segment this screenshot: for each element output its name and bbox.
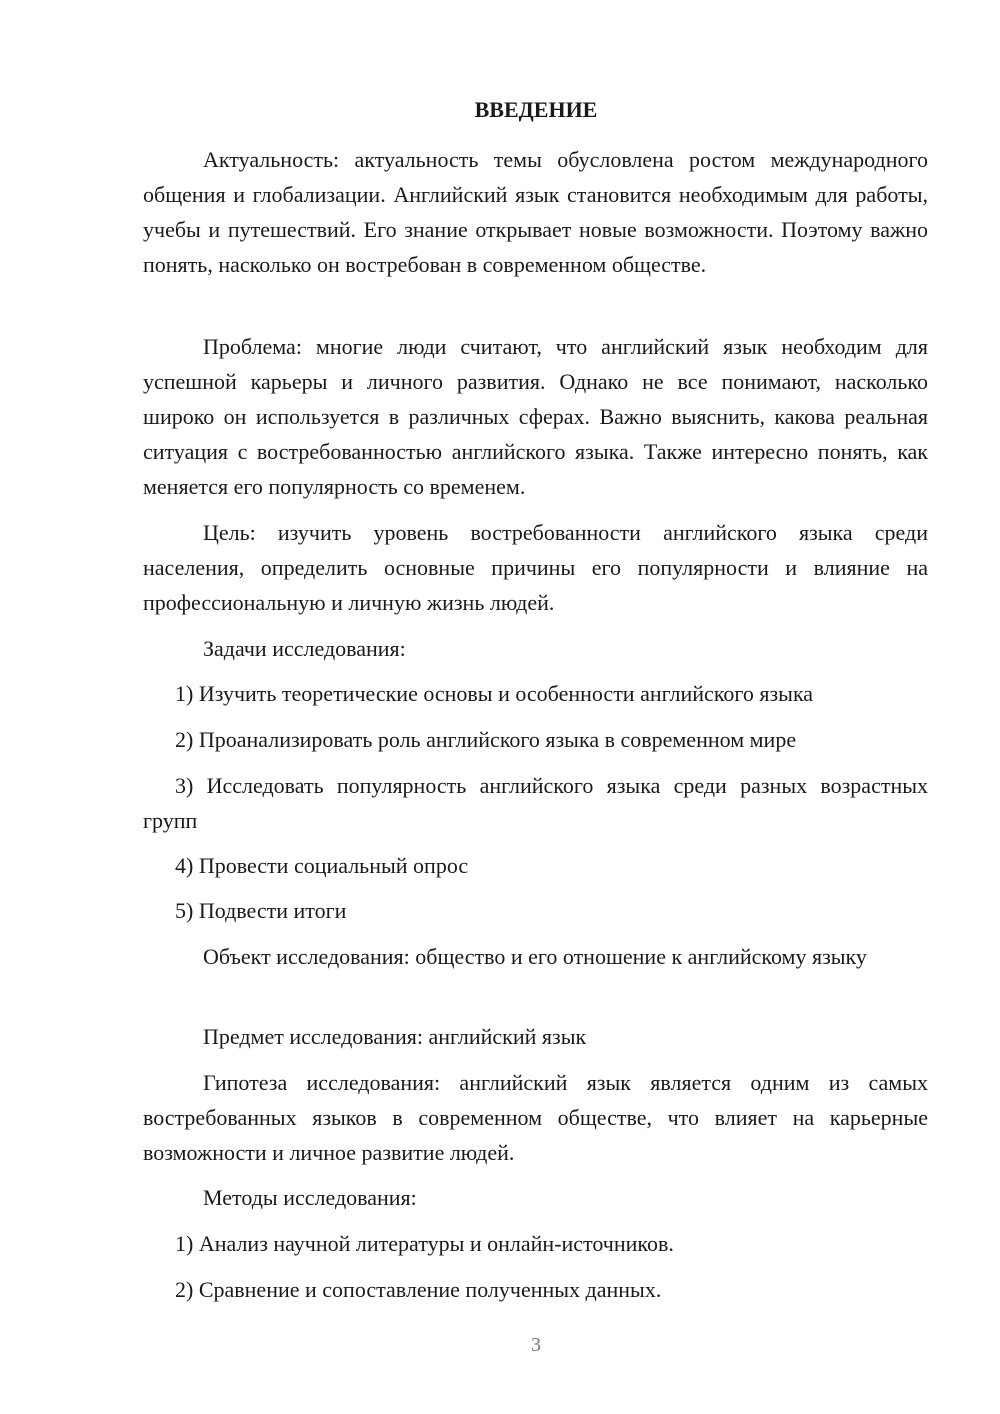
method-item: 2) Сравнение и сопоставление полученных данных. bbox=[175, 1277, 662, 1302]
task-item: 4) Провести социальный опрос bbox=[175, 853, 469, 878]
subject-paragraph: Предмет исследования: английский язык bbox=[203, 1024, 587, 1049]
problem-paragraph: Проблема: многие люди считают, что английский язык необходим для успешной карьеры и личного развития. Однако не все понимают, насколько широко он используется в различных сферах. Важно выяснить, какова реальная ситуация с востребованностью английского языка. Также интересно понять, как меняется его популярность со временем. bbox=[143, 334, 928, 499]
goal-paragraph: Цель: изучить уровень востребованности английского языка среди населения, определить основные причины его популярности и влияние на профессиональную и личную жизнь людей. bbox=[143, 520, 928, 615]
method-item: 1) Анализ научной литературы и онлайн-источников. bbox=[175, 1231, 674, 1256]
hypothesis-paragraph: Гипотеза исследования: английский язык является одним из самых востребованных языков в современном обществе, что влияет на карьерные возможности и личное развитие людей. bbox=[143, 1070, 928, 1165]
task-item: 3) Исследовать популярность английского языка среди разных возрастных групп bbox=[143, 773, 928, 833]
methods-title: Методы исследования: bbox=[203, 1185, 417, 1210]
task-item: 1) Изучить теоретические основы и особенности английского языка bbox=[175, 681, 814, 706]
task-item: 5) Подвести итоги bbox=[175, 898, 347, 923]
tasks-title: Задачи исследования: bbox=[203, 636, 406, 661]
object-paragraph: Объект исследования: общество и его отношение к английскому языку bbox=[203, 944, 867, 969]
relevance-paragraph: Актуальность: актуальность темы обусловлена ростом международного общения и глобализации. Английский язык становится необходимым для работы, учебы и путешествий. Его знание открывает новые возможности. Поэтому важно понять, насколько он востребован в современном обществе. bbox=[143, 147, 928, 277]
page-title: ВВЕДЕНИЕ bbox=[474, 97, 598, 122]
task-item: 2) Проанализировать роль английского языка в современном мире bbox=[175, 727, 797, 752]
page-number: 3 bbox=[531, 1334, 541, 1356]
